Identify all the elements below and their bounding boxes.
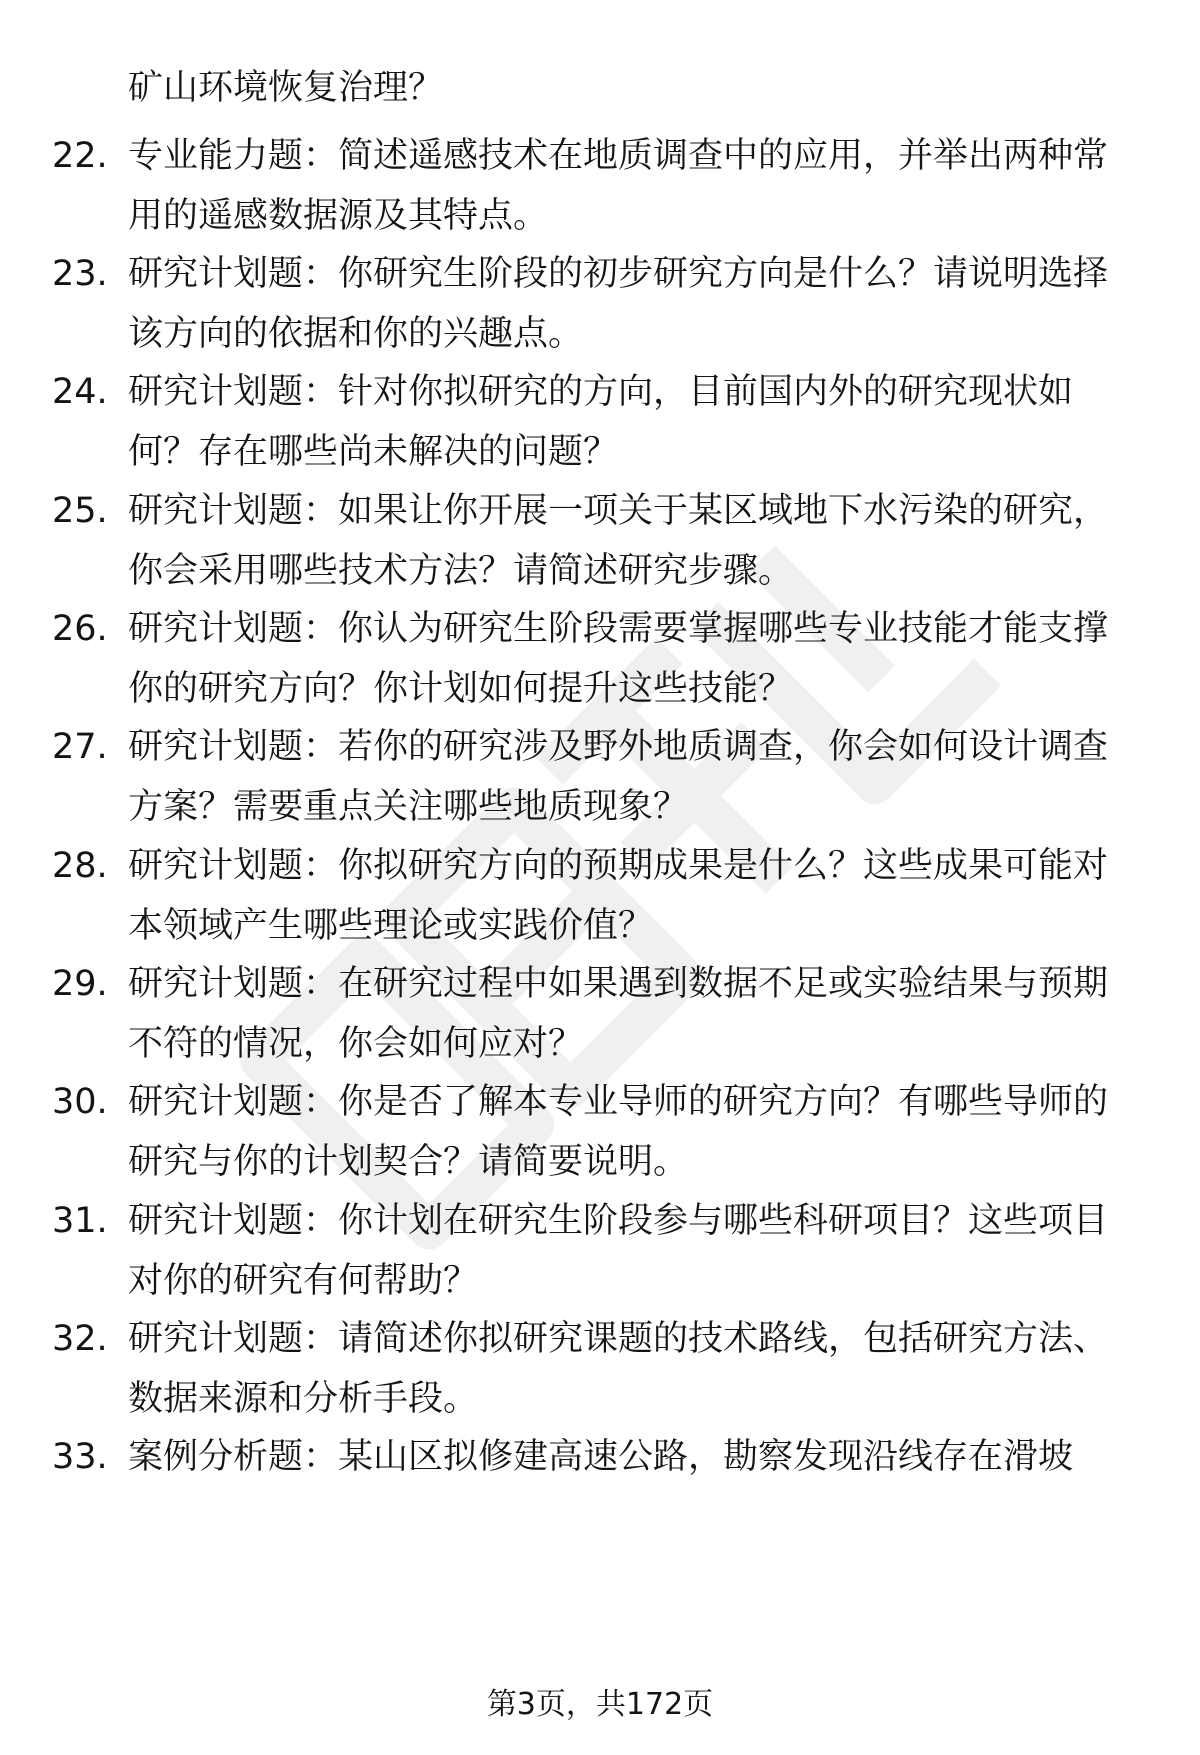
question-text [128,1309,1148,1429]
question-line: 本领域产生哪些理论或实践价值？ [128,906,654,946]
question-number: 24. [52,372,108,412]
question-line: 研究计划题：你认为研究生阶段需要掌握哪些专业技能才能支撑 [128,609,1109,649]
question-line: 研究计划题：若你的研究涉及野外地质调查，你会如何设计调查 [128,727,1109,767]
continued-question-text: 矿山环境恢复治理？ [128,68,444,108]
question-line: 研究与你的计划契合？请简要说明。 [128,1142,689,1182]
question-text [128,1427,1148,1487]
question-text [128,362,1148,482]
question-text [128,1072,1148,1192]
question-number: 32. [52,1319,108,1359]
question-line: 研究计划题：你拟研究方向的预期成果是什么？这些成果可能对 [128,846,1109,886]
question-line: 研究计划题：你研究生阶段的初步研究方向是什么？请说明选择 [128,254,1109,294]
question-line: 你的研究方向？你计划如何提升这些技能？ [128,669,794,709]
question-line: 何？存在哪些尚未解决的问题？ [128,432,619,472]
question-line: 研究计划题：针对你拟研究的方向，目前国内外的研究现状如 [128,372,1074,412]
question-number: 26. [52,609,108,649]
question-number: 22. [52,136,108,176]
question-line: 数据来源和分析手段。 [128,1379,479,1419]
question-line: 研究计划题：在研究过程中如果遇到数据不足或实验结果与预期 [128,964,1109,1004]
question-text [128,954,1148,1074]
question-line: 研究计划题：如果让你开展一项关于某区域地下水污染的研究， [128,491,1109,531]
question-number: 27. [52,727,108,767]
question-line: 研究计划题：请简述你拟研究课题的技术路线，包括研究方法、 [128,1319,1109,1359]
question-number: 31. [52,1201,108,1241]
question-text [128,717,1148,837]
question-number: 28. [52,846,108,886]
question-line: 不符的情况，你会如何应对？ [128,1024,584,1064]
question-text [128,1191,1148,1311]
question-line: 对你的研究有何帮助？ [128,1261,479,1301]
question-number: 33. [52,1437,108,1477]
question-line: 用的遥感数据源及其特点。 [128,196,549,236]
question-text [128,481,1148,601]
question-number: 25. [52,491,108,531]
question-line: 研究计划题：你计划在研究生阶段参与哪些科研项目？这些项目 [128,1201,1109,1241]
question-text [128,126,1148,246]
question-line: 你会采用哪些技术方法？请简述研究步骤。 [128,551,794,591]
question-number: 23. [52,254,108,294]
question-line: 专业能力题：简述遥感技术在地质调查中的应用，并举出两种常 [128,136,1109,176]
question-line: 方案？需要重点关注哪些地质现象？ [128,787,689,827]
question-number: 29. [52,964,108,1004]
question-number: 30. [52,1082,108,1122]
page-number-footer: 第3页，共172页 [486,1687,714,1722]
question-line: 该方向的依据和你的兴趣点。 [128,314,584,354]
question-line: 案例分析题：某山区拟修建高速公路，勘察发现沿线存在滑坡 [128,1437,1074,1477]
question-line: 研究计划题：你是否了解本专业导师的研究方向？有哪些导师的 [128,1082,1109,1122]
question-text [128,836,1148,956]
question-text [128,244,1148,364]
question-text [128,599,1148,719]
